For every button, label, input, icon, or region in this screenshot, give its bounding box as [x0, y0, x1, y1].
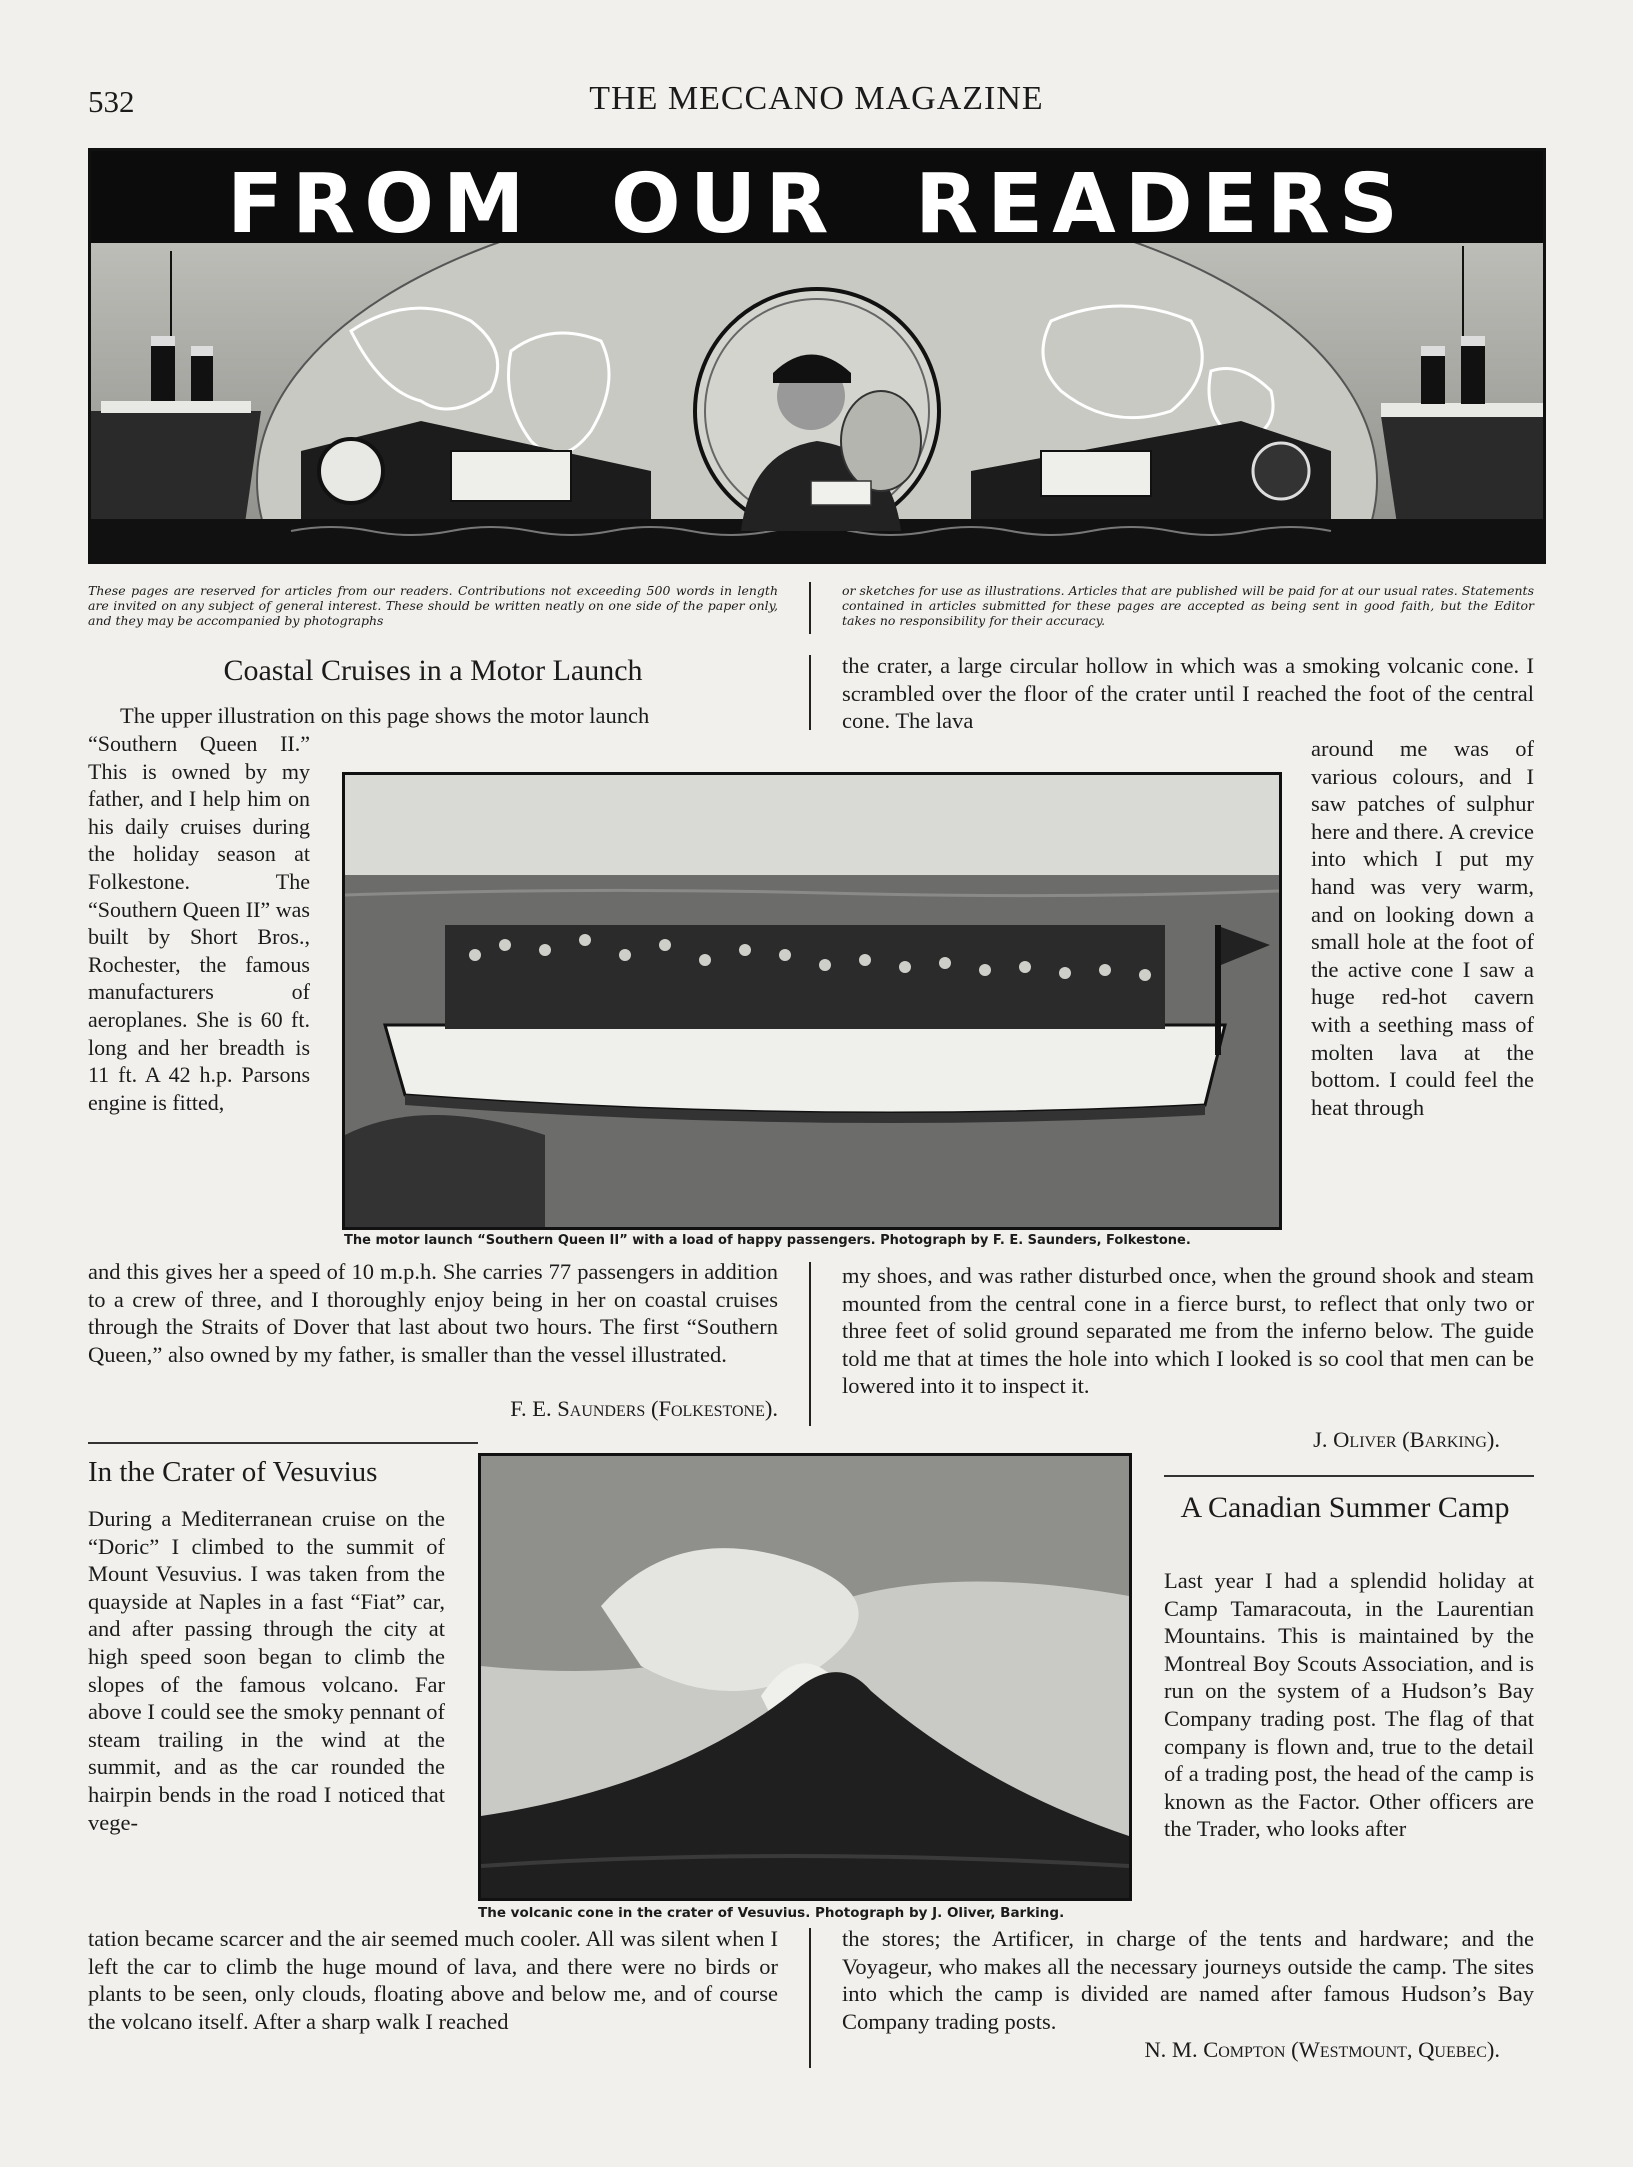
- vesuvius-photo-image: [481, 1456, 1129, 1898]
- notice-right: or sketches for use as illustrations. Articles that are published will be paid for at our usual rates. Statements contained in articles submitted for these pages are accepted as being sent in good faith, but the Editor takes no responsibility for their accuracy.: [842, 583, 1534, 628]
- banner-title: FROM OUR READERS: [227, 157, 1407, 252]
- notice-left: These pages are reserved for articles from our readers. Contributions not exceeding 500 words in length are invited on any subject of general interest. These should be written neatly on one side of the paper only, and they may be accompanied by photographs: [88, 583, 778, 628]
- vesuvius-photo-caption: The volcanic cone in the crater of Vesuvius. Photograph by J. Oliver, Barking.: [478, 1905, 1065, 1921]
- article1-intro: The upper illustration on this page shows the motor launch: [120, 703, 650, 728]
- article3-narrow-text: Last year I had a splendid holiday at Camp Tamaracouta, in the Laurentian Mountains. This is maintained by the Montreal Boy Scouts Association, and is run on the system of a Hudson’s Bay Company trading post. The flag of that company is flown and, true to the detail of a trading post, the head of the camp is known as the Factor. Other officers are the Trader, who looks after: [1164, 1568, 1534, 1842]
- article2-col2-top: the crater, a large circular hollow in which was a smoking volcanic cone. I scrambled over the floor of the crater until I reached the foot of the central cone. The lava: [842, 653, 1534, 734]
- column-divider-top: [809, 655, 811, 730]
- article3-title: A Canadian Summer Camp: [1180, 1491, 1510, 1524]
- launch-photo-caption: The motor launch “Southern Queen II” with a load of happy passengers. Photograph by F. E. Saunders, Folkestone.: [344, 1233, 1191, 1248]
- article3-author: N. M. Compton (Westmount, Quebec).: [1144, 2037, 1500, 2062]
- section-rule-right: [1164, 1475, 1534, 1477]
- article1-title: Coastal Cruises in a Motor Launch: [223, 654, 643, 687]
- page-number: 532: [88, 84, 135, 119]
- article2-title: In the Crater of Vesuvius: [88, 1456, 378, 1488]
- article2-col2-body: my shoes, and was rather disturbed once, when the ground shook and steam mounted from the central cone in a fierce burst, to reflect that only two or three feet of solid ground separated me from the inferno below. The guide told me that at times the hole into which I looked is so cool that men can be lowered into it to inspect it.: [842, 1263, 1534, 1399]
- notice-divider: [809, 582, 811, 634]
- launch-photo-image: [345, 775, 1279, 1227]
- running-head: THE MECCANO MAGAZINE: [589, 80, 1044, 117]
- section-rule-left: [88, 1442, 478, 1444]
- column-divider-middle: [809, 1262, 811, 1426]
- article2-author: J. Oliver (Barking).: [1313, 1427, 1500, 1452]
- article3-body: the stores; the Artificer, in charge of the tents and hardware; and the Voyageur, who makes all the necessary journeys outside the camp. The sites into which the camp is divided are named after famous Hudson’s Bay Company trading posts.: [842, 1926, 1534, 2034]
- article1-narrow-text: “Southern Queen II.” This is owned by my father, and I help him on his daily cruises during the holiday season at Folkestone. The “Southern Queen II” was built by Short Bros., Rochester, the famous manufacturers of aeroplanes. She is 60 ft. long and her breadth is 11 ft. A 42 h.p. Parsons engine is fitted,: [88, 731, 310, 1115]
- vesuvius-photo: [478, 1453, 1132, 1901]
- article2-narrow-text: During a Mediterranean cruise on the “Doric” I climbed to the summit of Mount Vesuvius. I was taken from the quayside at Naples in a fast “Fiat” car, and after passing through the city at high speed soon began to climb the slopes of the famous volcano. Far above I could see the smoky pennant of steam trailing in the wind at the summit, and as the car rounded the hairpin bends in the road I noticed that vege-: [88, 1506, 445, 1835]
- article1-body: and this gives her a speed of 10 m.p.h. She carries 77 passengers in addition to a crew of three, and I thoroughly enjoy being in her on coastal cruises through the Straits of Dover that last about two hours. The first “Southern Queen,” also owned by my father, is smaller than the vessel illustrated.: [88, 1259, 778, 1367]
- launch-photo: [342, 772, 1282, 1230]
- column-divider-bottom: [809, 1928, 811, 2068]
- article2-body: tation became scarcer and the air seemed much cooler. All was silent when I left the car to climb the huge mound of lava, and there were no birds or plants to be seen, only clouds, floating above and below me, and of course the volcano itself. After a sharp walk I reached: [88, 1926, 778, 2034]
- article1-author: F. E. Saunders (Folkestone).: [510, 1396, 778, 1421]
- article2-col2-narrow: around me was of various colours, and I saw patches of sulphur here and there. A crevice into which I put my hand was very warm, and on looking down a small hole at the foot of the active cone I saw a huge red-hot cavern with a seething mass of molten lava at the bottom. I could feel the heat through: [1311, 736, 1535, 1120]
- banner: [88, 148, 1546, 564]
